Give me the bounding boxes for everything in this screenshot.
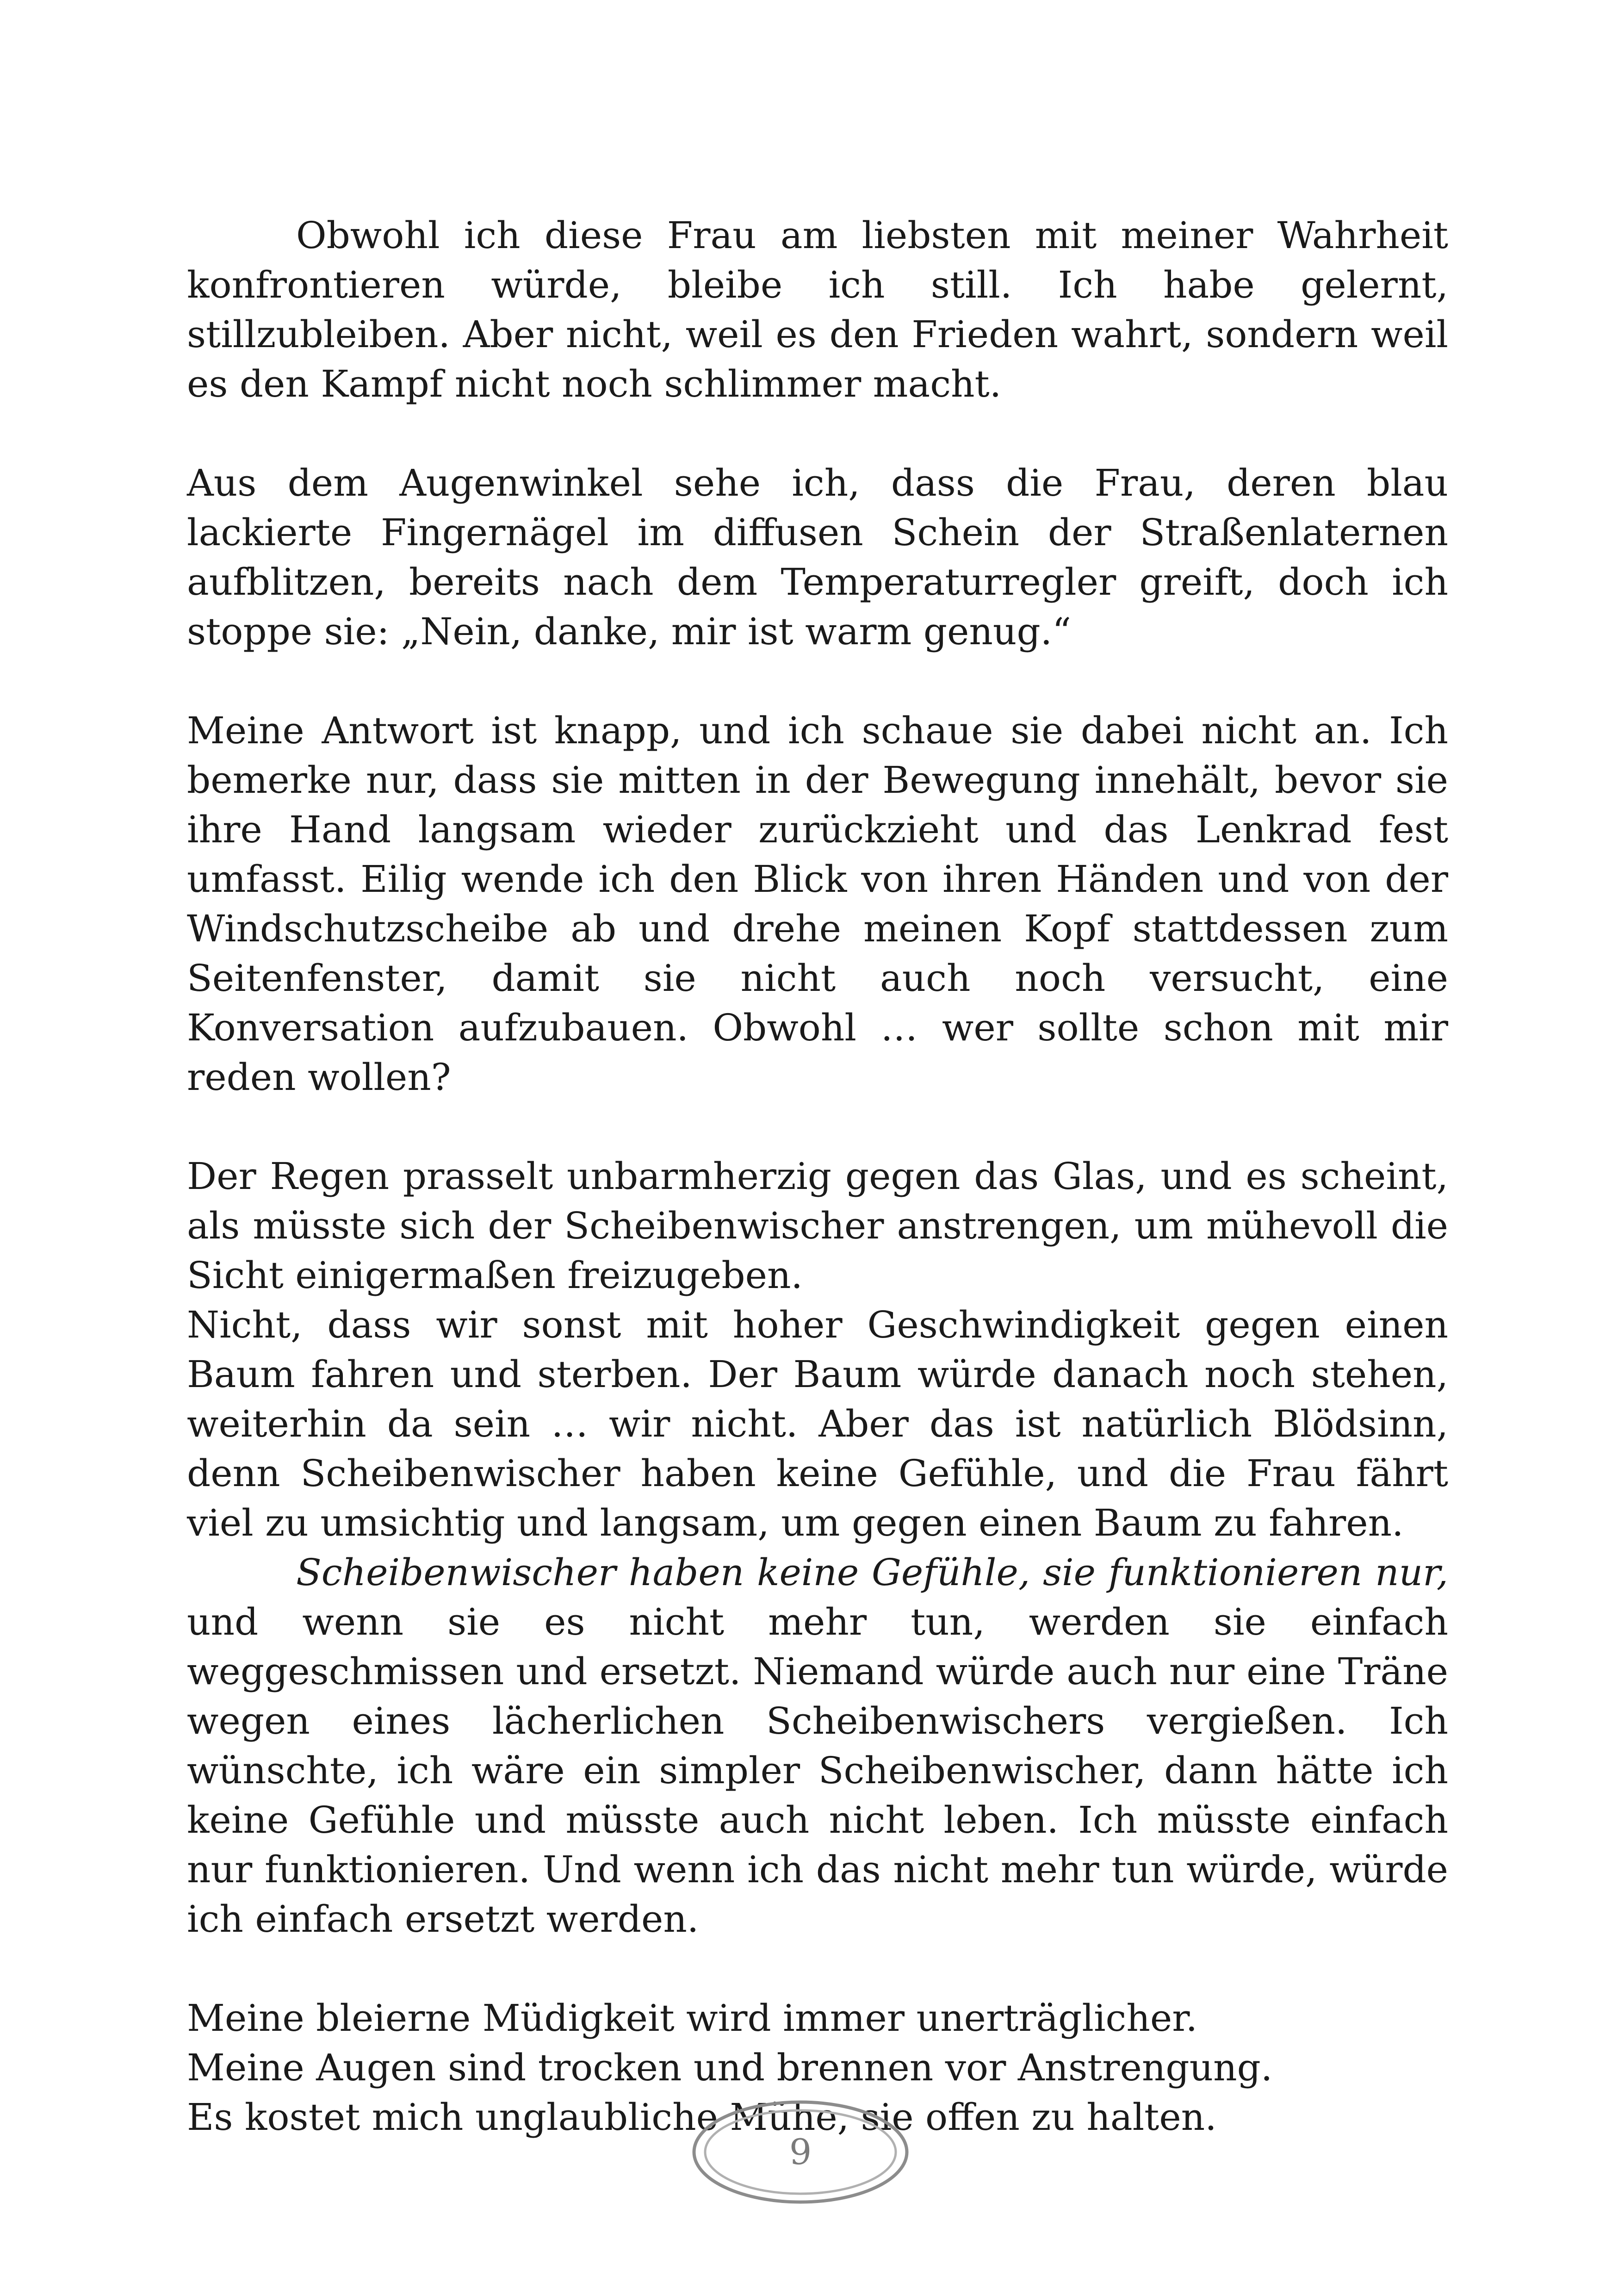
paragraph-4: Der Regen prasselt unbarmherzig gegen das Glas, und es scheint, als müsste sich der Scheibenwischer anstrengen, um mühevoll die Sicht einigermaßen freizugeben. [187, 1155, 1448, 1297]
page-number-badge [689, 2097, 911, 2208]
paragraph-5: Nicht, dass wir sonst mit hoher Geschwindigkeit gegen einen Baum fahren und sterben. Der Baum würde danach noch stehen, weiterhin da sein … wir nicht. Aber das ist natürlich Blödsinn, denn Scheibenwischer haben keine Gefühle, und die Frau fährt viel zu umsichtig und langsam, um gegen einen Baum zu fahren. [187, 1303, 1448, 1544]
paragraph-1: Obwohl ich diese Frau am liebsten mit meiner Wahrheit konfrontieren würde, bleibe ich still. Ich habe gelernt, stillzubleiben. Aber nicht, weil es den Frieden wahrt, sondern weil es den Kampf nicht noch schlimmer macht. [187, 214, 1448, 405]
paragraph-7: Meine bleierne Müdigkeit wird immer unerträglicher. [187, 1997, 1198, 2040]
paragraph-6-italic: Scheibenwischer haben keine Gefühle, sie funktionieren nur, [296, 1551, 1448, 1594]
paragraph-3: Meine Antwort ist knapp, und ich schaue sie dabei nicht an. Ich bemerke nur, dass sie mitten in der Bewegung innehält, bevor sie ihre Hand langsam wieder zurückzieht und das Lenkrad fest umfasst. Eilig wende ich den Blick von ihren Händen und von der Windschutzscheibe ab und drehe meinen Kopf stattdessen zum Seitenfenster, damit sie nicht auch noch versucht, eine Konversation aufzubauen. Obwohl … wer sollte schon mit mir reden wollen? [187, 709, 1448, 1099]
paragraph-6 [187, 1548, 1448, 1944]
paragraph-6-text: und wenn sie es nicht mehr tun, werden sie einfach weggeschmissen und ersetzt. Niemand würde auch nur eine Träne wegen eines lächerlichen Scheibenwischers vergießen. Ich wünschte, ich wäre ein simpler Scheibenwischer, dann hätte ich keine Gefühle und müsste auch nicht leben. Ich müsste einfach nur funktionieren. Und wenn ich das nicht mehr tun würde, würde ich einfach ersetzt werden. [187, 1600, 1448, 1941]
paragraph-9: Es kostet mich unglaubliche Mühe, sie offen zu halten. [187, 2096, 1217, 2139]
paragraph-8: Meine Augen sind trocken und brennen vor Anstrengung. [187, 2046, 1273, 2089]
paragraph-2: Aus dem Augenwinkel sehe ich, dass die Frau, deren blau lackierte Fingernägel im diffusen Schein der Straßenlaternen aufblitzen, bereits nach dem Temperaturregler greift, doch ich stoppe sie: „Nein, danke, mir ist warm genug.“ [187, 461, 1448, 653]
body-text [187, 211, 1448, 2142]
page-number: 9 [789, 2131, 812, 2172]
